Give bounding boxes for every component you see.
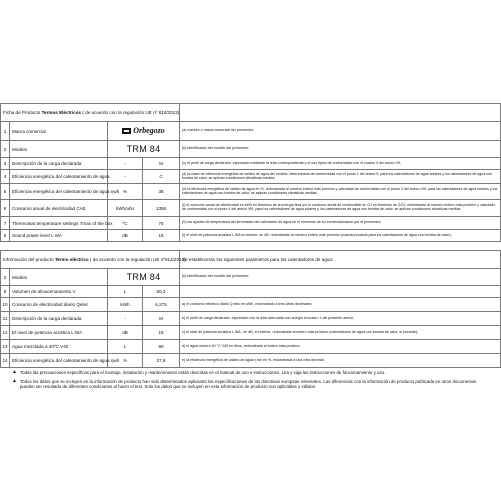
- table-row: 2 Modelo TRM 84 (b) identificador del modelo del proveedor;: [1, 269, 501, 286]
- table-row: 3 Descripción de la carga declarada - M (c) el perfil de carga declarado, expresado mediante la letra correspondiente y el uso típico de conformidad con el cuadro 3 del anexo VII;: [1, 158, 501, 170]
- table-row: 8 Sound power level L WA dB 15 (i) el nivel de potencia acústica L WA en interior, en dB, redondeado al número entero más próximo (cuando proceda para los calentadores de agua con bomba de calor);: [1, 230, 501, 242]
- table-row: 7 Thermostat temperature settings Tmax of the box ºC 75 (h) los ajustes de temperatura del termostato del calentador de agua en el momento de su comercialización por el proveedor;: [1, 217, 501, 230]
- table-row: 10 Consumo de electricidad diario Qelec kWh 6,275 a) el consumo eléctrico diario Q elec en kWh, redondeado a tres cifras decimales;: [1, 298, 501, 312]
- sheet1-header: [1, 104, 501, 122]
- sheet2-title: Información del producto Termo eléctrico ( de acuerdo con la regulación UE nº814/2013): [1, 251, 180, 269]
- brand-mark-icon: [122, 128, 131, 134]
- warning-triangle-icon: ▲: [12, 369, 17, 375]
- table-row: 13 Agua mezclada a 40ºC V40 L 90 d) el agua mixta a 40 °C V40 en litros, redondeado al entero más próximo;: [1, 340, 501, 354]
- footnote: ▲ Todas las precauciones específicas para el montaje, instalación y mantenimiento están descritas en el manual de uso e instrucciones. Lea y siga las instrucciones de funcionamiento y uso.: [12, 369, 386, 375]
- table-row: 14 Eficiencia energética del calentamiento de agua ηwh % 37,8 e) la eficiencia energética de caldeo de agua η wh en %, redondeada a una cifra decimal;: [1, 354, 501, 368]
- product-info-electric-heater: [0, 250, 501, 368]
- sheet2-header: Información del producto Termo eléctrico ( de acuerdo con la regulación UE nº814/2013) Se establecerán los siguientes parámetros para los calentadores de agua:: [1, 251, 501, 269]
- model-value: TRM 84: [108, 269, 180, 286]
- table-row: 6 Consumo anual de electricidad CAE kWh/año 1356 (f) el consumo anual de electricidad en kWh en términos de la energía final y/o el consumo anual de combustible en GJ en términos de GCV, redondeado al número entero más próximo y calculado de conformidad con el punto 4 del anexo VIII; para los calentadores de agua solares y los calentadores de agua con bomba de calor, se aplican condiciones climáticas medias;: [1, 200, 501, 217]
- table-row: 12 El nivel de potencia acústica L WA dB 15 c) el nivel de potencia acústica L WA , en dB, en interior, redondeado al entero más próximo (calentadores de agua con bomba de calor, si procede);: [1, 326, 501, 340]
- warning-triangle-icon: ▲: [12, 378, 17, 385]
- table-row: 5 Eficiencia energética del calentamiento de agua ηwh % 38 (e) la eficiencia energética de caldeo de agua en %, redondeada al número entero más próximo y calculada de conformidad con el punto 3 del anexo VIII; para los calentadores de agua solares y los calentadores de agua con bomba de calor, se aplican condiciones climáticas medias;: [1, 184, 501, 200]
- table-row: 2 Modelo TRM 84 (b) identificador del modelo del proveedor;: [1, 141, 501, 158]
- table-row: 4 Eficiencia energética del calentamiento de agua - C (d) la clase de eficiencia energética de caldeo de agua del modelo, determinada de conformidad con el punto 1 del anexo II; para los calentadores de agua solares y los calentadores de agua con bomba de calor, se aplican condiciones climáticas medias;: [1, 170, 501, 184]
- footnote: ▲ Todos los datos que se incluyen en la información de producto han sido determinados aplicando las especificaciones de las directivas europeas relevantes. Las diferencias con la información de producto publicada en otros documentos pueden ser resultado de diferentes condiciones al hacer el test. Solo los datos que se incluyen en esta información de producto son aplicables y válidos.: [12, 378, 477, 390]
- table-row: 11 Descripción de la carga declarada - M b) el perfil de carga declarado, expresado con la letra adecuada con arreglo al cuadro 1 del presente anexo;: [1, 312, 501, 326]
- model-value: TRM 84: [108, 141, 180, 158]
- footnotes: [12, 370, 490, 390]
- sheet1-title: Ficha de Producto Termos Eléctricos ( de acuerdo con la regulación UE nº 812/2013): [1, 104, 180, 122]
- brand-logo: Orbegozo: [108, 122, 180, 141]
- table-row: 9 Volumen de almacenamiento V L 80,3: [1, 286, 501, 298]
- table-row: 1 Marca comercial Orbegozo (a) nombre o marca comercial del proveedor;: [1, 122, 501, 141]
- product-sheet-electric-heaters: [0, 103, 501, 242]
